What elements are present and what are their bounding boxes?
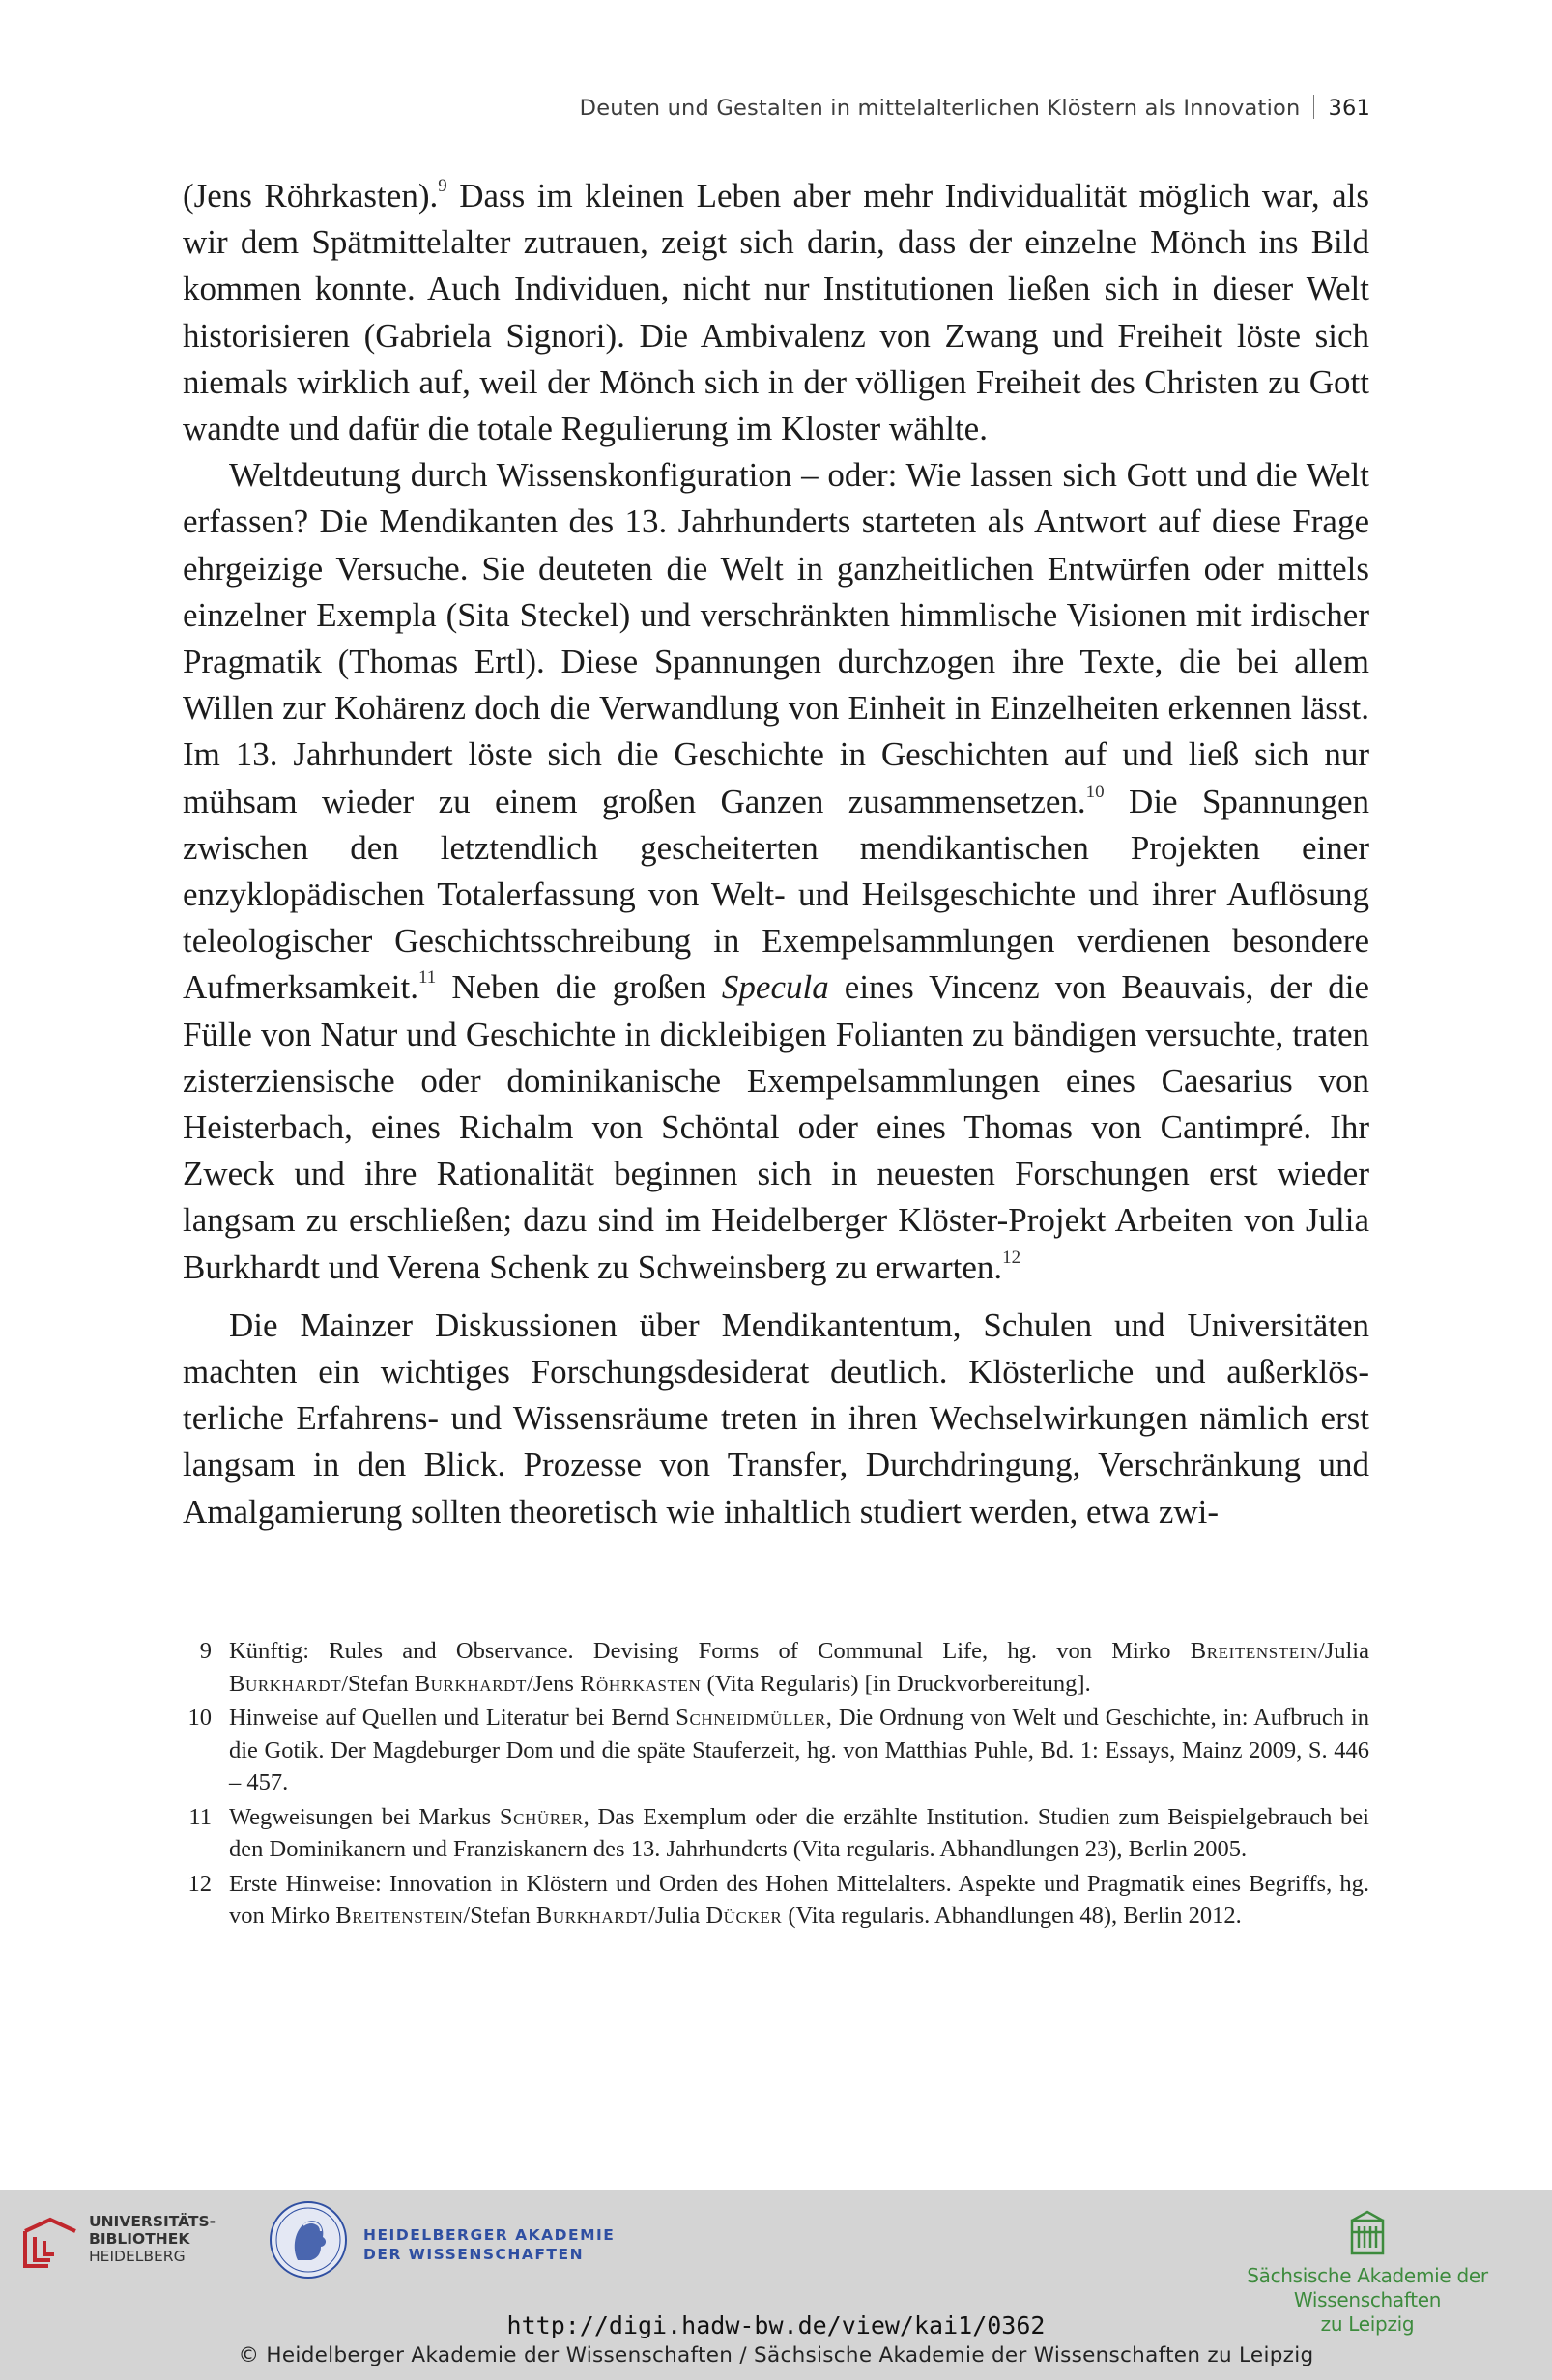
italic-term: Specula (721, 968, 829, 1007)
author-name: Schneidmüller (675, 1705, 826, 1731)
text-run: (Vita Regularis) [in Druckvorbereitung]. (701, 1670, 1091, 1697)
footnote-ref-10[interactable]: 10 (1085, 781, 1105, 802)
footnote-number: 11 (188, 1803, 212, 1830)
running-title: Deuten und Gestalten in mittelalterlichen Klöstern als Innovation (579, 96, 1301, 121)
text-run: /Jens (526, 1670, 581, 1697)
paragraph-1 (183, 173, 1369, 452)
ub-heidelberg-logo-icon (19, 2212, 77, 2272)
text-run: Die Mainzer Diskussionen über Mendikantentum, Schulen und Universitäten machten ein wichtiges Forschungsdesiderat deutlich. Klösterliche und außerklösterliche Erfahrens- und Wissensräume treten in ihren Wechselwirkungen nämlich erst langsam in den Blick. Prozesse von Transfer, Durchdringung, Verschränkung und Amalgamierung sollten theoretisch wie inhaltlich studiert werden, etwa zwi- (183, 1305, 1369, 1531)
saw-line: zu Leipzig (1320, 2312, 1415, 2336)
text-run: Wegweisungen bei Markus (229, 1803, 500, 1830)
text-run: Neben die großen (436, 968, 722, 1007)
main-text (183, 173, 1369, 1535)
text-run: (Vita regularis. Abhandlungen 48), Berlin 2012. (782, 1903, 1242, 1929)
saw-building-icon (1348, 2209, 1387, 2257)
copyright-notice: © Heidelberger Akademie der Wissenschaften / Sächsische Akademie der Wissenschaften zu Leipzig (238, 2343, 1314, 2367)
footnote-11 (183, 1801, 1369, 1866)
saw-line: Sächsische Akademie der Wissenschaften (1247, 2264, 1488, 2311)
author-name: Burkhardt (229, 1670, 342, 1697)
header-separator (1313, 95, 1314, 119)
footnote-12 (183, 1868, 1369, 1933)
text-run: /Julia (1317, 1638, 1369, 1664)
page-number: 361 (1328, 96, 1370, 121)
text-run: Erste Hinweise: Innovation in Klöstern und Orden des Hohen Mittelalters. Aspekte und Pragmatik eines Begriffs, hg. von Mirko (229, 1870, 1369, 1929)
text-run: Die Spannungen zwischen den letztendlich gescheiterten mendikantischen Projekten einer enzyklopädischen Totalerfassung von Welt- und Heilsgeschichte und ihrer Auflösung teleologischer Geschichtsschreibung in Exempelsammlungen verdienen besondere Aufmerksamkeit. (183, 782, 1369, 1007)
text-run: Weltdeutung durch Wissenskonfiguration – oder: Wie lassen sich Gott und die Welt erfassen? Die Mendikanten des 13. Jahrhunderts starteten als Antwort auf diese Frage ehrgeizige Versuche. Sie deuteten die Welt in ganzheitlichen Entwürfen oder mittels einzelner Exempla (Sita Steckel) und verschränkten himmlische Visionen mit irdischer Pragmatik (Thomas Ertl). Diese Spannungen durchzogen ihre Texte, die bei allem Willen zur Kohärenz doch die Verwandlung von Einheit in Einzelheiten erkennen lässt. Im 13. Jahrhundert löste sich die Geschichte in Geschichten auf und ließ sich nur mühsam wieder zu einem großen Ganzen zusammensetzen. (183, 456, 1369, 820)
ub-line: HEIDELBERG (89, 2248, 186, 2265)
hadw-line: DER WISSENSCHAFTEN (363, 2246, 585, 2263)
author-name: Schürer (499, 1803, 584, 1830)
running-header (580, 95, 1370, 121)
ub-line: UNIVERSITÄTS- (89, 2213, 216, 2230)
permalink-url[interactable]: http://digi.hadw-bw.de/view/kai1/0362 (506, 2311, 1046, 2339)
footnote-ref-12[interactable]: 12 (1002, 1247, 1021, 1268)
footnote-ref-11[interactable]: 11 (417, 967, 437, 989)
text-run: (Jens Röhrkasten). (183, 177, 439, 215)
text-run: eines Vincenz von Beauvais, der die Fülle von Natur und Geschichte in dickleibigen Folianten zu bändigen versuchte, traten zisterziensische oder dominikanische Exempelsammlungen eines Caesarius von Heisterbach, eines Richalm von Schöntal oder eines Thomas von Cantimpré. Ihr Zweck und ihre Rationalität beginnen sich in neuesten Forschungen erst wieder langsam zu erschließen; dazu sind im Heidelberger Klöster-Projekt Arbeiten von Julia Burkhardt und Verena Schenk zu Schweinsberg zu erwarten. (183, 968, 1369, 1286)
footnote-number: 9 (199, 1638, 212, 1664)
hadw-label (363, 2225, 615, 2264)
paragraph-3 (183, 1303, 1369, 1535)
hadw-seal-icon (269, 2200, 348, 2280)
footnotes (183, 1635, 1369, 1935)
text-run: /Stefan (463, 1903, 536, 1929)
author-name: Burkhardt (414, 1670, 527, 1697)
author-name: Dücker (705, 1903, 783, 1929)
footnote-number: 10 (187, 1705, 212, 1731)
footnote-number: 12 (187, 1870, 212, 1897)
author-name: Breitenstein (335, 1903, 464, 1929)
text-run: /Stefan (341, 1670, 415, 1697)
footnote-ref-9[interactable]: 9 (438, 176, 447, 196)
author-name: Breitenstein (1190, 1638, 1318, 1664)
hadw-line: HEIDELBERGER AKADEMIE (363, 2226, 616, 2244)
text-run: /Julia (648, 1903, 706, 1929)
text-run: Hinweise auf Quellen und Literatur bei Bernd (229, 1705, 676, 1731)
footnote-9 (183, 1635, 1369, 1700)
text-run: , Die Ordnung von Welt und Geschichte, in: Aufbruch in die Gotik. Der Magdeburger Dom und die späte Stauferzeit, hg. von Matthias Puhle, Bd. 1: Essays, Mainz 2009, S. 446 – 457. (229, 1705, 1369, 1795)
text-run: Künftig: Rules and Observance. Devising Forms of Communal Life, hg. von Mirko (229, 1638, 1191, 1664)
paragraph-2 (183, 452, 1369, 1291)
ub-line: BIBLIOTHEK (89, 2230, 190, 2248)
author-name: Röhrkasten (580, 1670, 702, 1697)
footnote-10 (183, 1702, 1369, 1799)
ub-heidelberg-label (89, 2213, 216, 2265)
author-name: Burkhardt (535, 1903, 649, 1929)
text-run: Dass im kleinen Leben aber mehr Individualität möglich war, als wir dem Spätmittelalter zutrauen, zeigt sich darin, dass der einzelne Mönch ins Bild kommen konnte. Auch Individuen, nicht nur Institutionen ließen sich in dieser Welt historisieren (Gabriela Signori). Die Ambivalenz von Zwang und Freiheit löste sich niemals wirklich auf, weil der Mönch sich in der völligen Freiheit des Christen zu Gott wandte und dafür die totale Regulierung im Kloster wählte. (183, 177, 1369, 448)
text-run: , Das Exemplum oder die erzählte Institution. Studien zum Beispielgebrauch bei den Dominikanern und Franziskanern des 13. Jahrhunderts (Vita regularis. Abhandlungen 23), Berlin 2005. (229, 1803, 1369, 1862)
